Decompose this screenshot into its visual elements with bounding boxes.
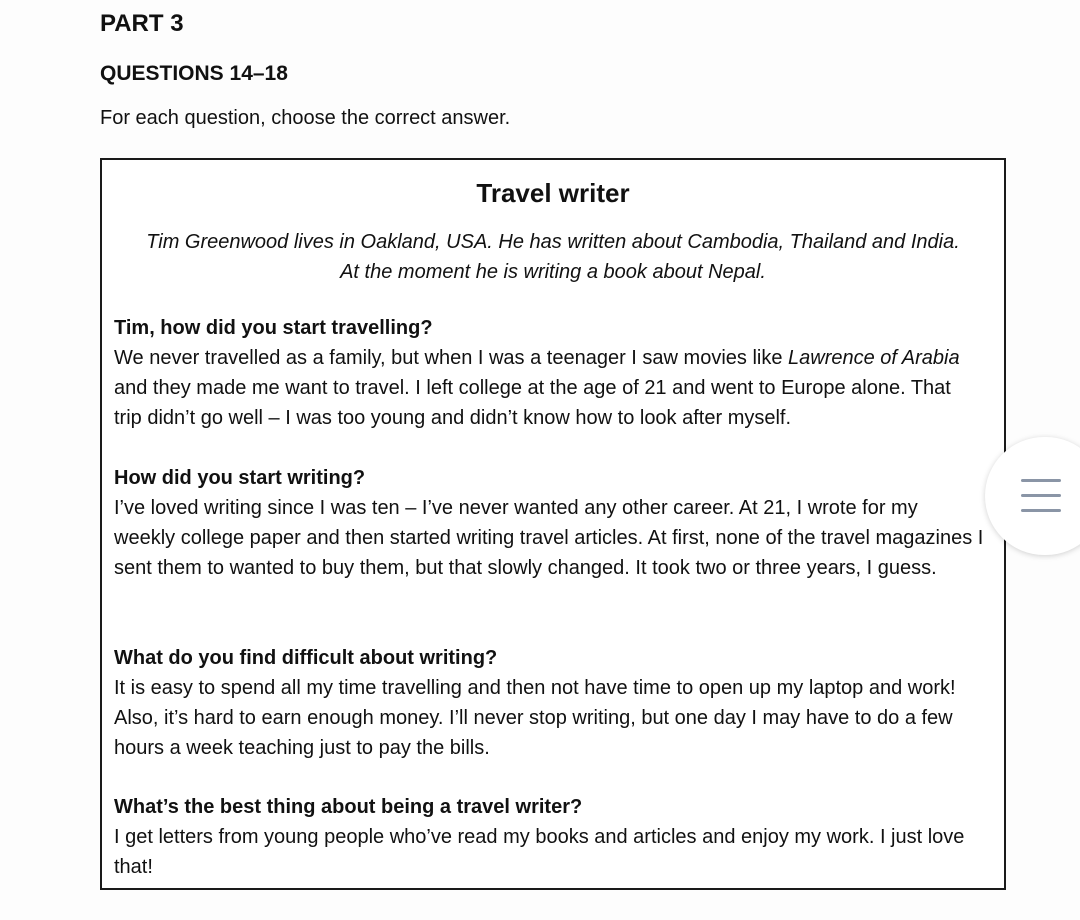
intro-line: Tim Greenwood lives in Oakland, USA. He has written about Cambodia, Thailand and India. bbox=[146, 231, 960, 253]
qa-block-1 bbox=[114, 313, 984, 433]
article-intro bbox=[102, 227, 1004, 287]
question-2: How did you start writing? bbox=[114, 467, 366, 489]
qa-block-3 bbox=[114, 643, 984, 763]
qa-block-4 bbox=[114, 792, 984, 882]
question-1: Tim, how did you start travelling? bbox=[114, 317, 433, 339]
questions-title: QUESTIONS 14–18 bbox=[100, 62, 288, 85]
hamburger-menu-icon bbox=[1021, 479, 1061, 513]
qa-block-2 bbox=[114, 463, 984, 583]
question-3: What do you find difficult about writing? bbox=[114, 647, 498, 669]
movie-title: Lawrence of Arabia bbox=[788, 347, 960, 369]
article-box bbox=[100, 158, 1006, 890]
intro-line: At the moment he is writing a book about Nepal. bbox=[340, 261, 766, 283]
answer-1-text: We never travelled as a family, but when I was a teenager I saw movies like bbox=[114, 347, 789, 369]
article-title: Travel writer bbox=[476, 178, 630, 208]
answer-3: It is easy to spend all my time travelling and then not have time to open up my laptop and work! Also, it’s hard to earn enough money. I’ll never stop writing, but one day I may have to do a few hours a week teaching just to pay the bills. bbox=[114, 677, 956, 759]
instruction-text: For each question, choose the correct answer. bbox=[100, 107, 511, 129]
answer-1-text-continued: and they made me want to travel. I left college at the age of 21 and went to Europe alone. That trip didn’t go well – I was too young and didn’t know how to look after myself. bbox=[114, 377, 951, 429]
answer-4: I get letters from young people who’ve read my books and articles and enjoy my work. I just love that! bbox=[114, 826, 965, 878]
part-title: PART 3 bbox=[100, 10, 184, 37]
question-4: What’s the best thing about being a travel writer? bbox=[114, 796, 583, 818]
answer-1 bbox=[114, 343, 984, 433]
answer-2: I’ve loved writing since I was ten – I’ve never wanted any other career. At 21, I wrote for my weekly college paper and then started writing travel articles. At first, none of the travel magazines I sent them to wanted to buy them, but that slowly changed. It took two or three years, I guess. bbox=[114, 497, 984, 579]
